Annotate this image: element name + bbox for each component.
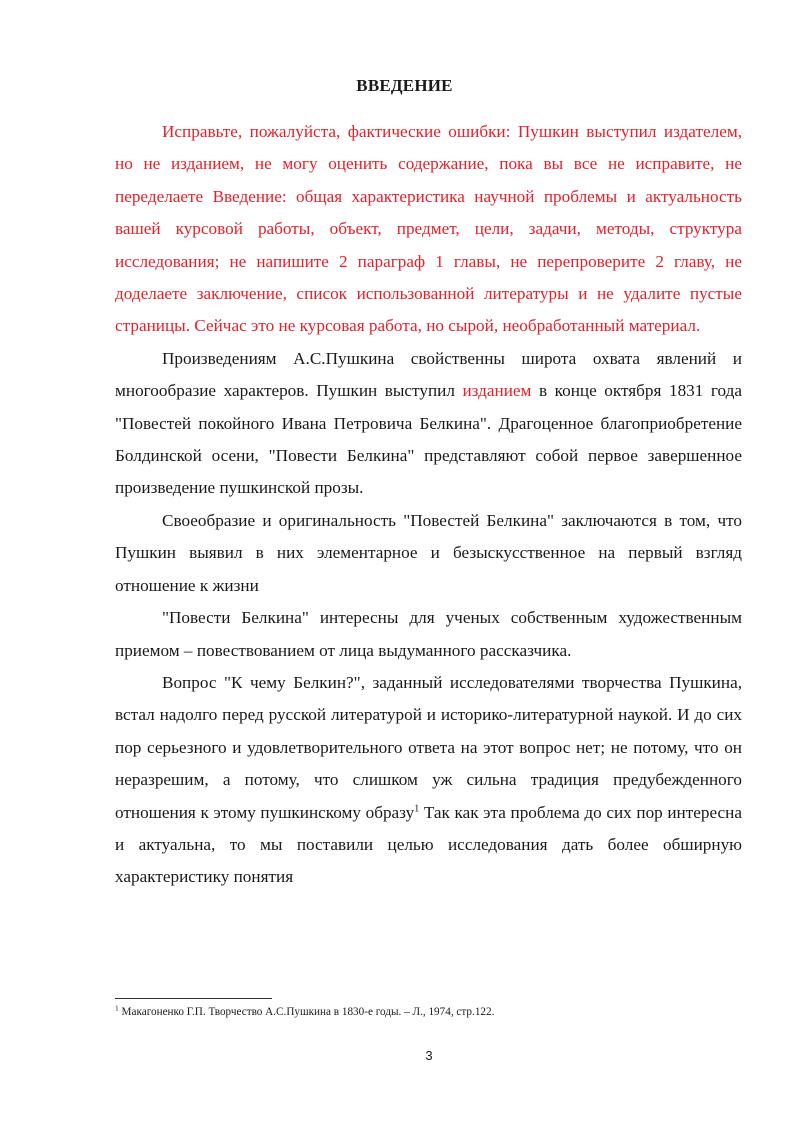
footnote-mark: 1 [115,1003,119,1013]
footnote [115,1003,755,1021]
reviewer-comment: Исправьте, пожалуйста, фактические ошибки: Пушкин выступил издателем, но не изданием, не могу оценить содержание, пока вы все не исправите, не переделаете Введение: общая характеристика научной проблемы и актуальность вашей курсовой работы, объект, предмет, цели, задачи, методы, структура исследования; не напишите 2 параграф 1 главы, не перепроверите 2 главу, не доделаете заключение, список использованной литературы и не удалите пустые страницы. Сейчас это не курсовая работа, но сырой, необработанный материал. [115,122,742,336]
highlighted-error-word: изданием [462,381,532,401]
paragraph-4 [115,667,742,894]
paragraph-4-start: Вопрос "К чему Белкин?", заданный исследователями творчества Пушкина, встал надолго перед русской литературой и историко-литературной наукой. И до сих пор серьезного и удовлетворительного ответа на этот вопрос нет; не потому, что он неразрешим, а потому, что слишком уж сильна традиция предубежденного отношения к этому пушкинскому образу [115,672,742,822]
page-number: 3 [425,1048,433,1063]
page-title: ВВЕДЕНИЕ [356,76,453,95]
paragraph-2: Своеобразие и оригинальность "Повестей Белкина" заключаются в том, что Пушкин выявил в них элементарное и безыскусственное на первый взгляд отношение к жизни [115,510,742,595]
paragraph-1 [115,343,742,505]
paragraph-4-end: Так как эта проблема до сих пор интересна и актуальна, то мы поставили целью исследования дать более обширную характеристику понятия [115,802,742,887]
main-text [115,116,742,894]
footnote-text: Макагоненко Г.П. Творчество А.С.Пушкина в 1830-е годы. – Л., 1974, стр.122. [118,1006,495,1018]
paragraph-1-end: в конце октября 1831 года "Повестей покойного Ивана Петровича Белкина". Драгоценное благоприобретение Болдинской осени, "Повести Белкина" представляют собой первое завершенное произведение пушкинской прозы. [115,381,742,498]
footnote-separator [115,998,272,999]
paragraph-3: "Повести Белкина" интересны для ученых собственным художественным приемом – повествованием от лица выдуманного рассказчика. [115,608,742,660]
footnote-reference[interactable]: 1 [414,802,420,814]
paragraph-1-start: Произведениям А.С.Пушкина свойственны широта охвата явлений и многообразие характеров. Пушкин выступил [115,348,742,401]
